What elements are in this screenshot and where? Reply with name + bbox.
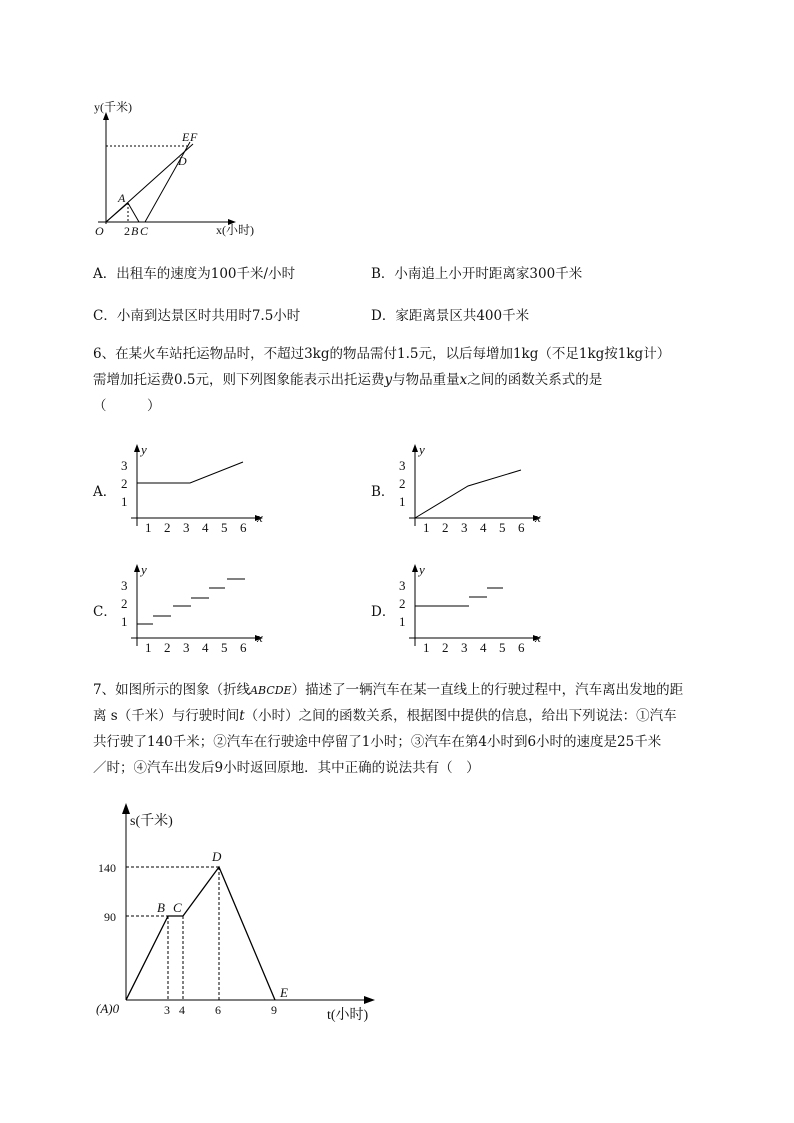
graph-a-xtick-5: 5	[221, 520, 228, 535]
q6-line2-mid: 与物品重量	[392, 372, 460, 388]
fig7-label-e: E	[280, 985, 288, 1000]
graph-c-steps	[137, 579, 245, 624]
q5-option-d: D．家距离景区共400千米	[371, 308, 530, 324]
graph-b-xtick-2: 2	[442, 520, 449, 535]
graph-b-line	[415, 470, 521, 518]
fig1-label-b: B	[131, 224, 139, 238]
graph-b-xtick-1: 1	[423, 520, 430, 535]
q7-line1-pre: 7、如图所示的图象（折线	[93, 682, 251, 698]
fig1-label-c: C	[140, 224, 149, 238]
graph-d-steps	[415, 588, 503, 606]
graph-b-xtick-4: 4	[480, 520, 487, 535]
fig1-line-ab	[128, 203, 139, 222]
fig7-xtick-4: 4	[179, 1003, 185, 1017]
graph-a-xtick-6: 6	[240, 520, 247, 535]
q5-option-c: C．小南到达景区时共用时7.5小时	[93, 308, 301, 324]
graph-d-xtick-3: 3	[461, 640, 468, 655]
fig1-label-e: E	[182, 130, 190, 144]
graph-a-xtick-3: 3	[183, 520, 190, 535]
q6-graph-d-label: D．	[371, 604, 396, 620]
fig7-y-label: s(千米)	[130, 814, 173, 829]
fig7-x-arrow	[364, 996, 375, 1004]
graph-c-ticks	[121, 562, 263, 655]
graph-b-xtick-6: 6	[518, 520, 525, 535]
fig7-xtick-9: 9	[271, 1003, 277, 1017]
fig7-ytick-140: 140	[98, 861, 116, 875]
fig1-label-d: D	[178, 154, 187, 168]
fig7-xtick-6: 6	[215, 1003, 221, 1017]
graph-c-xtick-4: 4	[202, 640, 209, 655]
q5-option-a: A．出租车的速度为100千米/小时	[93, 266, 296, 282]
q7-abcde: ABCDE	[250, 684, 292, 697]
fig1-x-label: x(小时)	[216, 223, 254, 237]
graph-a-xtick-2: 2	[164, 520, 171, 535]
graph-b-ticks	[399, 442, 541, 535]
graph-d-xtick-1: 1	[423, 640, 430, 655]
fig1-label-o: O	[95, 224, 104, 238]
graph-c-ytick-2: 2	[121, 596, 128, 611]
q7-var-t: t	[239, 708, 245, 724]
q6-graph-c-label: C．	[93, 604, 117, 620]
graph-c-xtick-5: 5	[221, 640, 228, 655]
graph-c-xtick-1: 1	[145, 640, 152, 655]
graph-b-ytick-2: 2	[399, 476, 406, 491]
graph-b-xtick-5: 5	[499, 520, 506, 535]
fig1-y-label: y(千米)	[94, 100, 132, 114]
fig7-polyline-abcde	[126, 867, 275, 1000]
q7-line2-pre: 离 s（千米）与行驶时间	[93, 708, 240, 724]
q6-var-x: x	[459, 372, 468, 388]
graph-d-ytick-2: 2	[399, 596, 406, 611]
fig7-label-b: B	[157, 900, 165, 915]
q7-line2	[93, 703, 677, 729]
graph-c-ytick-3: 3	[121, 578, 128, 593]
fig1-label-f: F	[190, 130, 198, 144]
fig7-xtick-3: 3	[164, 1003, 170, 1017]
graph-c-y-arrow	[134, 564, 140, 572]
fig7-y-arrow	[122, 803, 130, 814]
graph-d-ticks	[399, 562, 541, 655]
graph-c-y-name: y	[141, 562, 147, 577]
q6-line2	[93, 367, 602, 393]
graph-b-x-name: x	[535, 510, 541, 525]
fig1-label-a: A	[118, 191, 126, 205]
fig7-origin: (A)0	[96, 1001, 120, 1016]
q6-graph-d	[391, 560, 551, 656]
graph-a-x-name: x	[257, 510, 263, 525]
q6-graph-b-label: B．	[371, 484, 395, 500]
graph-c-ytick-1: 1	[121, 614, 128, 629]
q6-graph-a	[113, 440, 273, 536]
q6-graph-c	[113, 560, 273, 656]
fig7-label-c: C	[173, 900, 182, 915]
q6-line1: 6、在某火车站托运物品时，不超过3kg的物品需付1.5元，以后每增加1kg（不足1kg按1kg计）	[93, 346, 671, 362]
graph-b-ytick-3: 3	[399, 458, 406, 473]
graph-c-x-name: x	[257, 630, 263, 645]
q7-line1	[93, 677, 683, 704]
fig7-label-d: D	[212, 849, 222, 864]
graph-a-line	[137, 462, 243, 483]
graph-d-ytick-3: 3	[399, 578, 406, 593]
q5-option-b: B．小南追上小开时距离家300千米	[371, 266, 583, 282]
q6-line2-post: 之间的函数关系式的是	[467, 372, 603, 388]
graph-d-y-name: y	[419, 562, 425, 577]
q6-graph-b	[391, 440, 551, 536]
graph-a-ytick-1: 1	[121, 494, 128, 509]
fig7-x-label: t(小时)	[327, 1008, 369, 1023]
graph-d-x-name: x	[535, 630, 541, 645]
graph-d-y-arrow	[412, 564, 418, 572]
graph-a-y-arrow	[134, 444, 140, 452]
q7-line1-post: ）描述了一辆汽车在某一直线上的行驶过程中，汽车离出发地的距	[291, 682, 684, 698]
graph-c-xtick-3: 3	[183, 640, 190, 655]
q6-graph-a-label: A．	[93, 484, 117, 500]
graph-a-ticks	[121, 442, 263, 535]
graph-b-xtick-3: 3	[461, 520, 468, 535]
graph-c-xtick-2: 2	[164, 640, 171, 655]
graph-c-xtick-6: 6	[240, 640, 247, 655]
graph-a-ytick-2: 2	[121, 476, 128, 491]
q7-line3: 共行驶了140千米；②汽车在行驶途中停留了1小时；③汽车在第4小时到6小时的速度是25千米	[93, 734, 662, 750]
graph-b-y-arrow	[412, 444, 418, 452]
graph-a-xtick-1: 1	[145, 520, 152, 535]
graph-d-ytick-1: 1	[399, 614, 406, 629]
graph-d-xtick-5: 5	[499, 640, 506, 655]
graph-b-ytick-1: 1	[399, 494, 406, 509]
fig7-ytick-90: 90	[104, 910, 116, 924]
graph-a-xtick-4: 4	[202, 520, 209, 535]
q7-line2-post: （小时）之间的函数关系，根据图中提供的信息，给出下列说法：①汽车	[244, 708, 677, 724]
q7-figure	[90, 800, 390, 1030]
graph-d-xtick-2: 2	[442, 640, 449, 655]
graph-d-xtick-4: 4	[480, 640, 487, 655]
q6-line2-pre: 需增加托运费0.5元，则下列图象能表示出托运费	[93, 372, 385, 388]
graph-d-xtick-6: 6	[518, 640, 525, 655]
graph-a-y-name: y	[141, 442, 147, 457]
graph-a-ytick-3: 3	[121, 458, 128, 473]
q6-paren: （ ）	[93, 398, 161, 414]
fig1-label-2: 2	[124, 224, 130, 238]
q5-figure	[90, 98, 270, 240]
q7-line4: ／时；④汽车出发后9小时返回原地．其中正确的说法共有（ ）	[93, 760, 480, 776]
graph-b-y-name: y	[419, 442, 425, 457]
q6-var-y: y	[384, 372, 393, 388]
